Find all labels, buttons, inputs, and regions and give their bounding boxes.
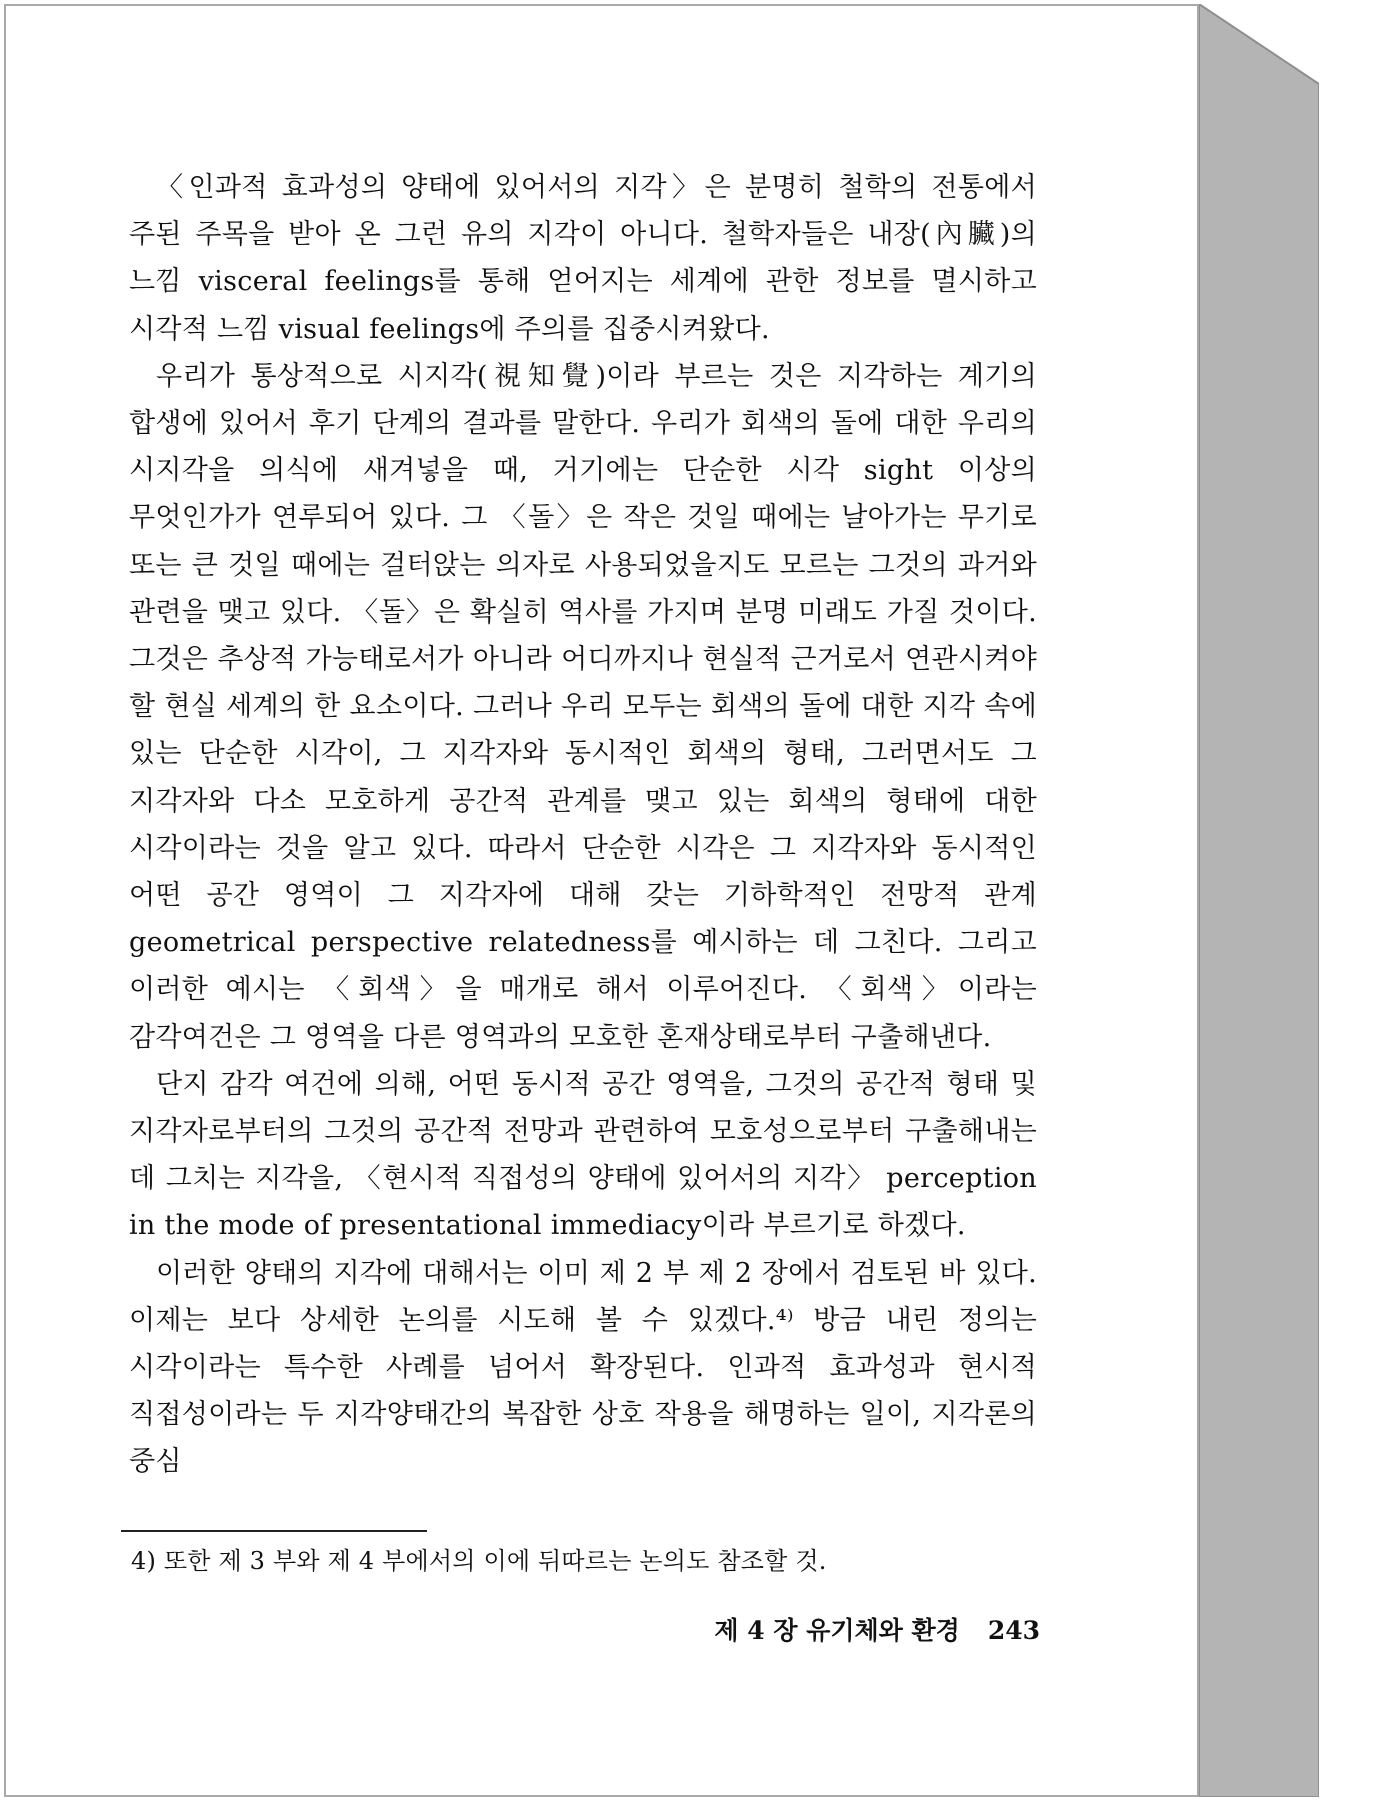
paragraph: 〈인과적 효과성의 양태에 있어서의 지각〉은 분명히 철학의 전통에서 주된 주목을 받아 온 그런 유의 지각이 아니다. 철학자들은 내장(內臟)의 느낌 visceral feelings를 통해 얻어지는 세계에 관한 정보를 멸시하고 시각적 느낌 visual feelings에 주의를 집중시켜왔다.: [129, 172, 1037, 345]
footnote-divider: [121, 1530, 427, 1532]
paragraph: 우리가 통상적으로 시지각(視知覺)이라 부르는 것은 지각하는 계기의 합생에 있어서 후기 단계의 결과를 말한다. 우리가 회색의 돌에 대한 우리의 시지각을 의식에 새겨넣을 때, 거기에는 단순한 시각 sight 이상의 무엇인가가 연루되어 있다. 그 〈돌〉은 작은 것일 때에는 날아가는 무기로 또는 큰 것일 때에는 걸터앉는 의자로 사용되었을지도 모르는 그것의 과거와 관련을 맺고 있다. 〈돌〉은 확실히 역사를 가지며 분명 미래도 가질 것이다. 그것은 추상적 가능태로서가 아니라 어디까지나 현실적 근거로서 연관시켜야 할 현실 세계의 한 요소이다. 그러나 우리 모두는 회색의 돌에 대한 지각 속에 있는 단순한 시각이, 그 지각자와 동시적인 회색의 형태, 그러면서도 그 지각자와 다소 모호하게 공간적 관계를 맺고 있는 회색의 형태에 대한 시각이라는 것을 알고 있다. 따라서 단순한 시각은 그 지각자와 동시적인 어떤 공간 영역이 그 지각자에 대해 갖는 기하학적인 전망적 관계 geometrical perspective relatedness를 예시하는 데 그친다. 그리고 이러한 예시는 〈회색〉을 매개로 해서 이루어진다. 〈회색〉이라는 감각여건은 그 영역을 다른 영역과의 모호한 혼재상태로부터 구출해낸다.: [129, 360, 1037, 1053]
body-text: [129, 164, 1037, 1486]
footnote: 4) 또한 제 3 부와 제 4 부에서의 이에 뒤따르는 논의도 참조할 것.: [131, 1547, 827, 1575]
paragraph: 이러한 양태의 지각에 대해서는 이미 제 2 부 제 2 장에서 검토된 바 있다. 이제는 보다 상세한 논의를 시도해 볼 수 있겠다.⁴⁾ 방금 내린 정의는 시각이라는 특수한 사례를 넘어서 확장된다. 인과적 효과성과 현시적 직접성이라는 두 지각양태간의 복잡한 상호 작용을 해명하는 일이, 지각론의 중심: [129, 1257, 1037, 1478]
book-spine-edge: [1199, 4, 1319, 1797]
chapter-title: 제 4 장 유기체와 환경: [714, 1616, 960, 1645]
book-edge-shape: [1199, 4, 1319, 1797]
paragraph: 단지 감각 여건에 의해, 어떤 동시적 공간 영역을, 그것의 공간적 형태 및 지각자로부터의 그것의 공간적 전망과 관련하여 모호성으로부터 구출해내는 데 그치는 지각을, 〈현시적 직접성의 양태에 있어서의 지각〉 perception in the mode of presentational immediacy이라 부르기로 하겠다.: [129, 1068, 1037, 1242]
running-footer: [660, 1614, 1040, 1648]
page-number: 243: [987, 1616, 1040, 1645]
